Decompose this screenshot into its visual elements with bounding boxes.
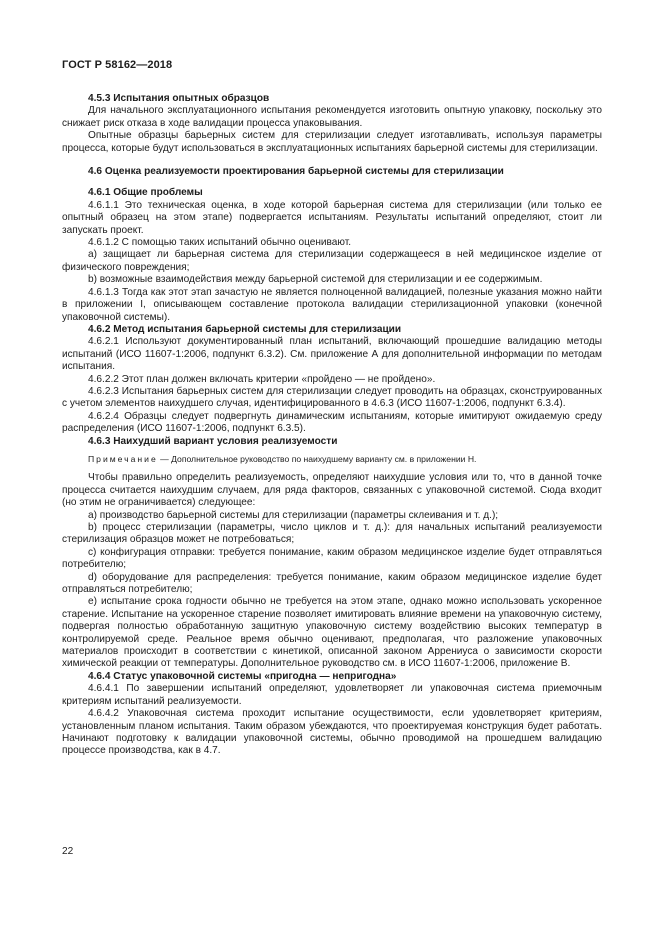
body-paragraph: 4.6.4.2 Упаковочная система проходит испытание осуществимости, если удовлетворяет критериям, установленным планом испытания. Таким образом убеждаются, что проектируемая конструкция будет работать. Начинают подготовку к валидации упаковочной системы, обычно проводимой на прошедшем валидацию процессе производства, как в 4.7. — [62, 708, 602, 757]
body-paragraph: Чтобы правильно определить реализуемость, определяют наихудшие условия или то, что в данной точке процесса считается наихудшим случаем, для ряда факторов, связанных с упаковочной системой. Сюда входит (но этим не ограничивается) следующее: — [62, 472, 602, 509]
body-paragraph: 4.6.1.3 Тогда как этот этап зачастую не является полноценной валидацией, полезные указания можно найти в приложении I, описывающем составление протокола валидации стерилизационной упаковки (конечной упаковочной системы). — [62, 286, 602, 323]
body-paragraph: e) испытание срока годности обычно не требуется на этом этапе, однако можно использовать ускоренное старение. Испытание на ускоренное старение позволяет имитировать влияние времени на упаковочную систему, подвергая полностью обработанную защитную упаковочную систему воздействию высоких температур в контролируемой среде. Реальное время обычно оценивают, предполагая, что разложение упаковочных материалов происходит в соответствии с кинетикой, описанной законом Аррениуса о зависимости скорости химической реакции от температуры. Дополнительное руководство см. в ИСО 11607-1:2006, приложение В. — [62, 596, 602, 670]
body-paragraph: 4.6.2.3 Испытания барьерных систем для стерилизации следует проводить на образцах, сконструированных с учетом элементов наихудшего случая, идентифицированного в 4.6.3 (ИСО 11607-1:2006, подпункт 6.3.4). — [62, 385, 602, 410]
section-heading: 4.6.1 Общие проблемы — [88, 187, 203, 199]
note-paragraph — [62, 453, 602, 465]
body-paragraph: a) производство барьерной системы для стерилизации (параметры склеивания и т. д.); — [88, 509, 499, 521]
body-paragraph: 4.6.1.1 Это техническая оценка, в ходе которой барьерная система для стерилизации (или только ее опытный образец на этом этапе) подвергается испытаниям. Результаты испытаний определяют, стоит ли запускать проект. — [62, 199, 602, 236]
page-number: 22 — [62, 846, 74, 857]
body-paragraph: Для начального эксплуатационного испытания рекомендуется изготовить опытную упаковку, поскольку это снижает риск отказа в ходе валидации процесса упаковывания. — [62, 105, 602, 129]
document-body — [62, 93, 602, 758]
section-heading: 4.5.3 Испытания опытных образцов — [88, 93, 270, 104]
body-paragraph: 4.6.2.4 Образцы следует подвергнуть динамическим испытаниям, которые имитируют ожидаемую среду распределения (ИСО 11607-1:2006, подпункт 6.3.5). — [62, 410, 602, 435]
section-heading: 4.6.4 Статус упаковочной системы «пригодна — непригодна» — [88, 670, 397, 682]
section-heading: 4.6.2 Метод испытания барьерной системы для стерилизации — [88, 323, 402, 335]
body-paragraph: c) конфигурация отправки: требуется понимание, каким образом медицинское изделие будет отправляться потребителю; — [62, 546, 602, 571]
document-code-header: ГОСТ Р 58162—2018 — [62, 59, 173, 71]
body-paragraph: b) процесс стерилизации (параметры, число циклов и т. д.): для начальных испытаний реализуемости стерилизация образцов может не потребоваться; — [62, 522, 602, 546]
section-heading: 4.6.3 Наихудший вариант условия реализуемости — [88, 435, 338, 447]
section-heading: 4.6 Оценка реализуемости проектирования барьерной системы для стерилизации — [88, 166, 504, 178]
body-paragraph: 4.6.2.1 Используют документированный план испытаний, включающий прошедшие валидацию методы испытаний (ИСО 11607-1:2006, подпункт 6.3.2). См. приложение А для дополнительной информации по методам испытания. — [62, 336, 602, 373]
body-paragraph: 4.6.1.2 С помощью таких испытаний обычно оценивают. — [88, 237, 352, 249]
body-paragraph: 4.6.4.1 По завершении испытаний определяют, удовлетворяет ли упаковочная система приемочным критериям испытаний реализуемости. — [62, 683, 602, 707]
note-label: Примечание — [88, 453, 158, 464]
note-text: — Дополнительное руководство по наихудшему варианту см. в приложении Н. — [157, 453, 477, 464]
body-paragraph: 4.6.2.2 Этот план должен включать критерии «пройдено — не пройдено». — [88, 373, 436, 385]
body-paragraph: a) защищает ли барьерная система для стерилизации содержащееся в ней медицинское изделие от физического повреждения; — [62, 249, 602, 273]
body-paragraph: Опытные образцы барьерных систем для стерилизации следует изготавливать, используя параметры процесса, которые будут использоваться в эксплуатационных испытаниях барьерной системы для стерилизации. — [62, 130, 602, 154]
body-paragraph: b) возможные взаимодействия между барьерной системой для стерилизации и ее содержимым. — [88, 274, 543, 286]
body-paragraph: d) оборудование для распределения: требуется понимание, каким образом медицинское изделие будет отправляться потребителю; — [62, 571, 602, 596]
